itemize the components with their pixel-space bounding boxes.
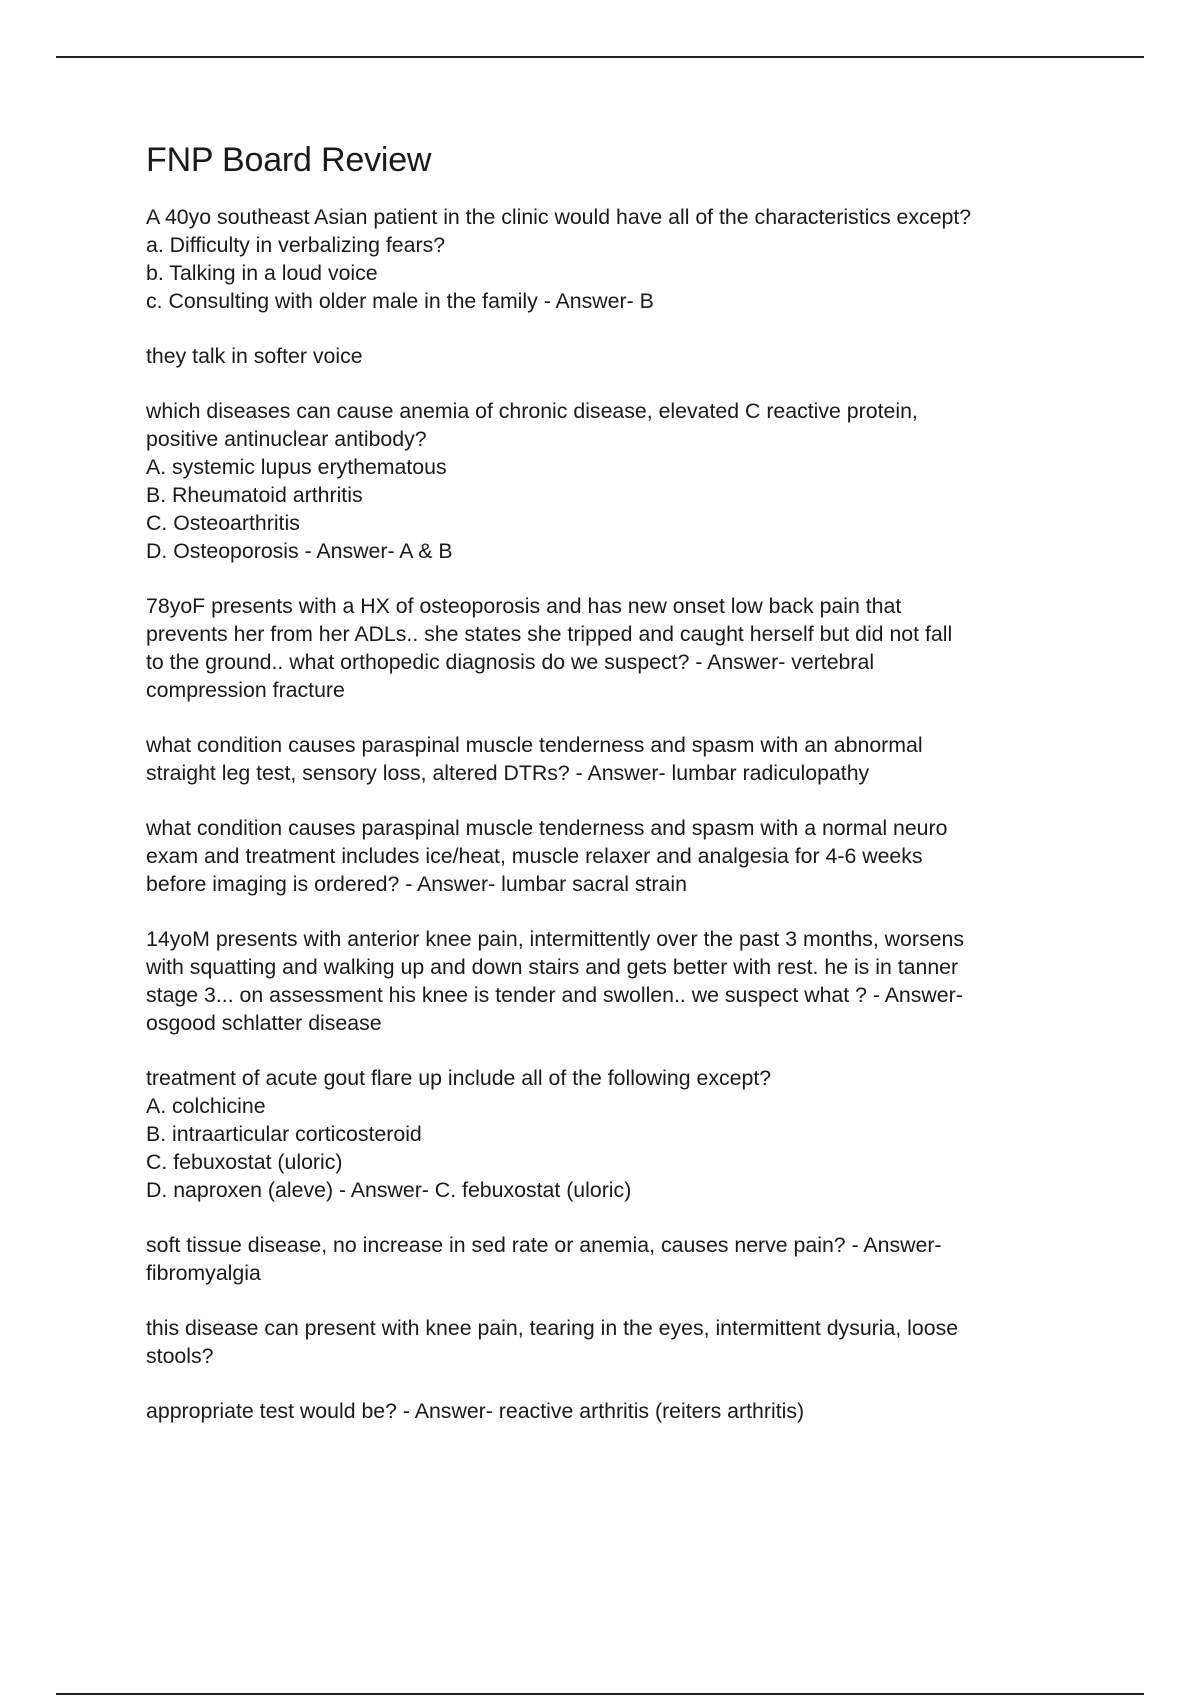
entry-text-line: A 40yo southeast Asian patient in the clinic would have all of the characteristics except? [146, 204, 972, 229]
entry-text-line: with squatting and walking up and down stairs and gets better with rest. he is in tanner [146, 954, 959, 979]
entry-text-line: C. febuxostat (uloric) [146, 1149, 343, 1174]
qa-entry [146, 203, 1106, 315]
qa-entry [146, 1314, 1106, 1370]
qa-entry [146, 1064, 1106, 1204]
entry-text-line: B. intraarticular corticosteroid [146, 1121, 422, 1146]
entry-text-line: A. systemic lupus erythematous [146, 454, 447, 479]
entry-text-line: a. Difficulty in verbalizing fears? [146, 232, 446, 257]
entry-text-line: what condition causes paraspinal muscle tenderness and spasm with a normal neuro [146, 815, 948, 840]
entry-text-line: soft tissue disease, no increase in sed rate or anemia, causes nerve pain? - Answer- [146, 1232, 942, 1257]
header-rule [56, 56, 1144, 58]
entry-text-line: compression fracture [146, 677, 345, 702]
entry-text-line: fibromyalgia [146, 1260, 261, 1285]
qa-entry [146, 397, 1106, 565]
entry-text-line: treatment of acute gout flare up include all of the following except? [146, 1065, 772, 1090]
qa-entry-list [146, 203, 1106, 1425]
entry-text-line: prevents her from her ADLs.. she states she tripped and caught herself but did not fall [146, 621, 953, 646]
entry-text-line: 14yoM presents with anterior knee pain, intermittently over the past 3 months, worsens [146, 926, 964, 951]
qa-entry [146, 814, 1106, 898]
entry-text-line: b. Talking in a loud voice [146, 260, 378, 285]
entry-text-line: this disease can present with knee pain, tearing in the eyes, intermittent dysuria, loose [146, 1315, 959, 1340]
entry-text-line: exam and treatment includes ice/heat, muscle relaxer and analgesia for 4-6 weeks [146, 843, 923, 868]
entry-text-line: what condition causes paraspinal muscle tenderness and spasm with an abnormal [146, 732, 923, 757]
entry-text-line: D. naproxen (aleve) - Answer- C. febuxostat (uloric) [146, 1177, 632, 1202]
entry-text-line: straight leg test, sensory loss, altered DTRs? - Answer- lumbar radiculopathy [146, 760, 870, 785]
entry-text-line: A. colchicine [146, 1093, 266, 1118]
document-title: FNP Board Review [146, 141, 432, 179]
entry-text-line: D. Osteoporosis - Answer- A & B [146, 538, 453, 563]
qa-entry [146, 925, 1106, 1037]
qa-entry [146, 1231, 1106, 1287]
footer-rule [56, 1693, 1144, 1695]
entry-text-line: 78yoF presents with a HX of osteoporosis and has new onset low back pain that [146, 593, 902, 618]
entry-text-line: stage 3... on assessment his knee is tender and swollen.. we suspect what ? - Answer- [146, 982, 963, 1007]
entry-text-line: before imaging is ordered? - Answer- lumbar sacral strain [146, 871, 687, 896]
qa-entry [146, 342, 1106, 370]
entry-text-line: appropriate test would be? - Answer- reactive arthritis (reiters arthritis) [146, 1398, 805, 1423]
entry-text-line: osgood schlatter disease [146, 1010, 382, 1035]
entry-text-line: positive antinuclear antibody? [146, 426, 427, 451]
qa-entry [146, 592, 1106, 704]
entry-text-line: B. Rheumatoid arthritis [146, 482, 363, 507]
qa-entry [146, 1397, 1106, 1425]
entry-text-line: they talk in softer voice [146, 343, 363, 368]
qa-entry [146, 731, 1106, 787]
entry-text-line: stools? [146, 1343, 214, 1368]
document-body [146, 140, 1106, 1452]
entry-text-line: C. Osteoarthritis [146, 510, 300, 535]
entry-text-line: which diseases can cause anemia of chronic disease, elevated C reactive protein, [146, 398, 918, 423]
entry-text-line: to the ground.. what orthopedic diagnosis do we suspect? - Answer- vertebral [146, 649, 875, 674]
entry-text-line: c. Consulting with older male in the family - Answer- B [146, 288, 654, 313]
